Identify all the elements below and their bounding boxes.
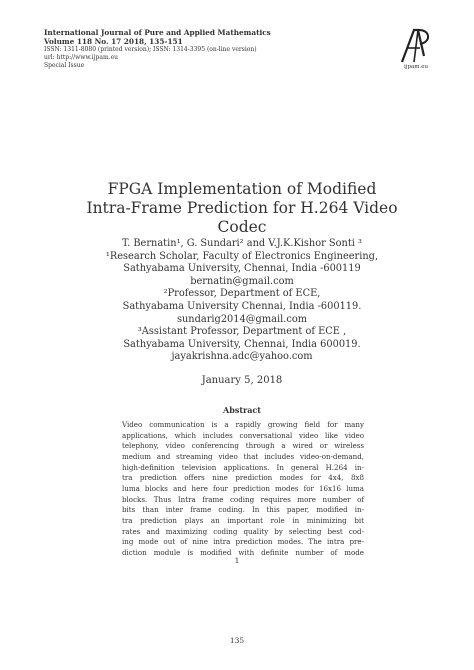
author-block xyxy=(60,238,424,364)
title-line: Intra-Frame Prediction for H.264 Video xyxy=(86,199,398,217)
abstract-line: rates and maximizing coding quality by selecting best cod- xyxy=(122,526,364,536)
abstract-line: telephony, video conferencing through a wired or wireless xyxy=(122,441,364,451)
journal-header xyxy=(44,28,374,70)
abstract-line: ing mode out of nine intra prediction modes. The intra pre- xyxy=(122,537,364,547)
affiliation-line: ²Professor, Department of ECE, xyxy=(163,288,321,300)
journal-volume: Volume 118 No. 17 2018, 135-151 xyxy=(44,37,183,46)
journal-issn: ISSN: 1311-8080 (printed version); ISSN: 1314-3395 (on-line version) xyxy=(44,46,257,53)
author-email: sundarig2014@gmail.com xyxy=(176,313,308,325)
affiliation-line: ³Assistant Professor, Department of ECE , xyxy=(137,326,347,338)
abstract-line: luma blocks and here four prediction modes for 16x16 luma xyxy=(122,483,364,493)
abstract-line: medium and streaming video that includes video-on-demand, xyxy=(122,451,364,461)
inner-page-number: 1 xyxy=(234,556,240,565)
journal-logo xyxy=(398,26,434,76)
author-email: jayakrishna.adc@yahoo.com xyxy=(171,351,313,363)
affiliation-line: ¹Research Scholar, Faculty of Electronics Engineering, xyxy=(105,250,379,262)
abstract-heading: Abstract xyxy=(223,405,261,415)
ap-logo-icon xyxy=(398,26,434,64)
outer-page-number: 135 xyxy=(229,636,245,645)
abstract-body xyxy=(122,420,364,559)
author-email: bernatin@gmail.com xyxy=(190,275,294,287)
abstract-line: bits than inter frame coding. In this paper, modified in- xyxy=(122,505,364,515)
paper-date: January 5, 2018 xyxy=(201,375,283,386)
affiliation-line: Sathyabama University Chennai, India -600119. xyxy=(122,300,362,312)
abstract-line: blocks. Thus Intra frame coding requires more number of xyxy=(122,494,364,504)
paper-title xyxy=(60,180,424,237)
abstract-line: tra prediction offers nine prediction modes for 4x4, 8x8 xyxy=(122,473,364,483)
abstract-line: high-definition television applications. In general H.264 in- xyxy=(122,462,364,472)
abstract-line: tra prediction plays an important role in minimizing bit xyxy=(122,515,364,525)
affiliation-line: Sathyabama University, Chennai, India 600019. xyxy=(123,338,361,350)
logo-url: ijpam.eu xyxy=(403,64,429,70)
journal-url: url: http://www.ijpam.eu xyxy=(44,54,118,61)
affiliation-line: Sathyabama University, Chennai, India -600119 xyxy=(123,263,361,275)
abstract-line: Video communication is a rapidly growing field for many xyxy=(122,420,364,429)
abstract-line: diction module is modified with definite number of mode xyxy=(122,547,364,557)
journal-name: International Journal of Pure and Applied Mathematics xyxy=(44,28,271,37)
abstract-line: applications, which includes conversational video like video xyxy=(122,430,364,440)
title-line: FPGA Implementation of Modified xyxy=(107,180,377,198)
special-issue-label: Special Issue xyxy=(44,62,85,69)
title-line: Codec xyxy=(217,218,267,236)
author-names: T. Bernatin¹, G. Sundari² and V.J.K.Kishor Sonti ³ xyxy=(122,238,362,249)
